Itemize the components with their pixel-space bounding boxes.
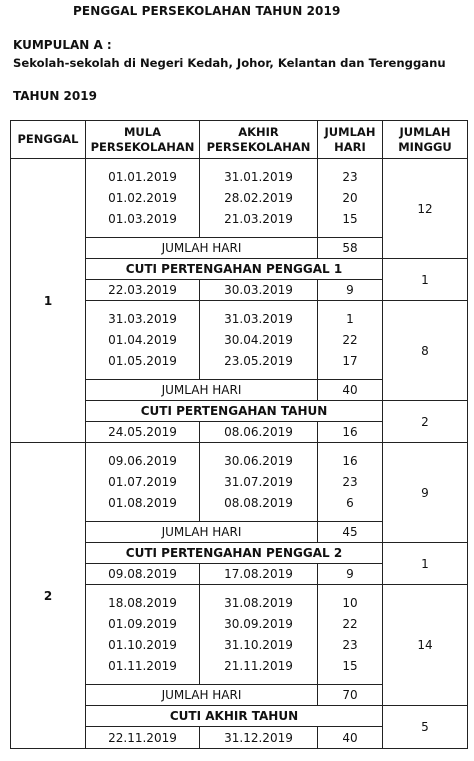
minggu-value: 1 — [383, 259, 468, 301]
cuti-label: CUTI PERTENGAHAN TAHUN — [86, 401, 383, 422]
states-description: Sekolah-sekolah di Negeri Kedah, Johor, Kelantan dan Terengganu — [13, 56, 446, 70]
akhir-dates-cell: 31.08.2019 30.09.2019 31.10.2019 21.11.2019 — [200, 585, 318, 685]
cuti-label: CUTI PERTENGAHAN PENGGAL 1 — [86, 259, 383, 280]
minggu-value: 9 — [383, 443, 468, 543]
year-label: TAHUN 2019 — [13, 89, 97, 103]
jumlah-hari-label: JUMLAH HARI — [86, 522, 318, 543]
hari-values-cell: 23 20 15 — [318, 159, 383, 238]
cuti-akhir: 08.06.2019 — [200, 422, 318, 443]
cuti-mula: 22.03.2019 — [86, 280, 200, 301]
cuti-label: CUTI PERTENGAHAN PENGGAL 2 — [86, 543, 383, 564]
jumlah-hari-label: JUMLAH HARI — [86, 685, 318, 706]
hari-values-cell: 16 23 6 — [318, 443, 383, 522]
minggu-value: 12 — [383, 159, 468, 259]
hari-values-cell: 10 22 23 15 — [318, 585, 383, 685]
jumlah-hari-value: 45 — [318, 522, 383, 543]
col-header-jumlah-hari: JUMLAH HARI — [318, 121, 383, 159]
page-title: PENGGAL PERSEKOLAHAN TAHUN 2019 — [73, 4, 341, 18]
cuti-hari: 9 — [318, 280, 383, 301]
minggu-value: 5 — [383, 706, 468, 749]
col-header-penggal: PENGGAL — [11, 121, 86, 159]
jumlah-hari-value: 70 — [318, 685, 383, 706]
jumlah-hari-label: JUMLAH HARI — [86, 238, 318, 259]
akhir-dates-cell: 31.03.2019 30.04.2019 23.05.2019 — [200, 301, 318, 380]
mula-dates-cell: 01.01.2019 01.02.2019 01.03.2019 — [86, 159, 200, 238]
penggal-2-cell: 2 — [11, 443, 86, 749]
mula-dates-cell: 31.03.2019 01.04.2019 01.05.2019 — [86, 301, 200, 380]
jumlah-hari-value: 40 — [318, 380, 383, 401]
minggu-value: 14 — [383, 585, 468, 706]
cuti-akhir: 30.03.2019 — [200, 280, 318, 301]
cuti-mula: 22.11.2019 — [86, 727, 200, 749]
akhir-dates-cell: 31.01.2019 28.02.2019 21.03.2019 — [200, 159, 318, 238]
cuti-hari: 40 — [318, 727, 383, 749]
col-header-mula: MULA PERSEKOLAHAN — [86, 121, 200, 159]
minggu-value: 2 — [383, 401, 468, 443]
mula-dates-cell: 18.08.2019 01.09.2019 01.10.2019 01.11.2019 — [86, 585, 200, 685]
mula-dates-cell: 09.06.2019 01.07.2019 01.08.2019 — [86, 443, 200, 522]
table-header-row — [11, 121, 468, 159]
cuti-akhir: 17.08.2019 — [200, 564, 318, 585]
cuti-mula: 24.05.2019 — [86, 422, 200, 443]
jumlah-hari-value: 58 — [318, 238, 383, 259]
cuti-mula: 09.08.2019 — [86, 564, 200, 585]
cuti-hari: 16 — [318, 422, 383, 443]
cuti-hari: 9 — [318, 564, 383, 585]
minggu-value: 1 — [383, 543, 468, 585]
col-header-jumlah-minggu: JUMLAH MINGGU — [383, 121, 468, 159]
table-row — [11, 443, 468, 522]
table-row — [11, 159, 468, 238]
cuti-akhir: 31.12.2019 — [200, 727, 318, 749]
akhir-dates-cell: 30.06.2019 31.07.2019 08.08.2019 — [200, 443, 318, 522]
penggal-1-cell: 1 — [11, 159, 86, 443]
group-label: KUMPULAN A : — [13, 38, 112, 52]
school-term-table — [10, 120, 468, 749]
col-header-akhir: AKHIR PERSEKOLAHAN — [200, 121, 318, 159]
hari-values-cell: 1 22 17 — [318, 301, 383, 380]
jumlah-hari-label: JUMLAH HARI — [86, 380, 318, 401]
cuti-label: CUTI AKHIR TAHUN — [86, 706, 383, 727]
minggu-value: 8 — [383, 301, 468, 401]
